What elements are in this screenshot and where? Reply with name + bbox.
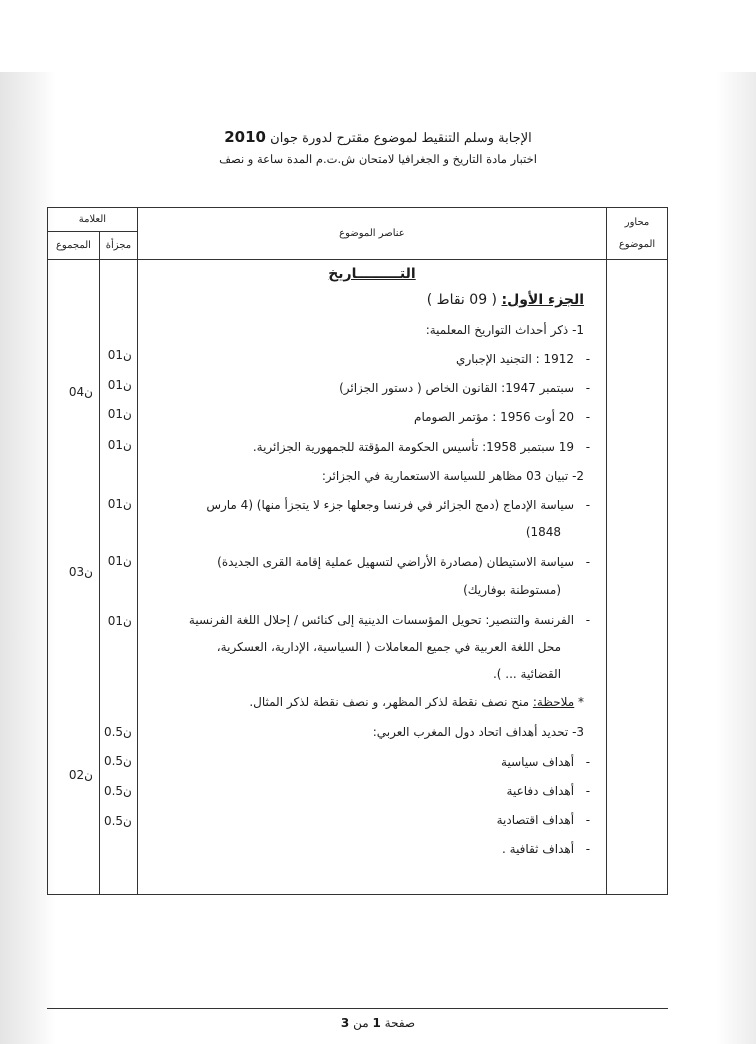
header-axes-text: محاور الموضوع [618,216,656,250]
list-item-text: أهداف دفاعية [506,784,575,798]
list-item-text: 19 سبتمبر 1958: تأسيس الحكومة المؤقتة للجمهورية الجزائرية. [252,440,575,454]
title-text: الإجابة وسلم التنقيط لموضوع مقترح لدورة جوان [270,131,532,146]
page-footer [0,1016,756,1030]
total-marks-column [48,260,100,895]
list-item: - أهداف سياسية [501,755,591,769]
total-mark: 04ن [68,385,93,399]
section-title: التـــــــــاريخ [328,266,416,282]
list-item-text: سياسة الإدماج (دمج الجزائر في فرنسا وجعلها جزء لا يتجزأ منها) (4 مارس [206,498,575,512]
note-text: منح نصف نقطة لذكر المظهر، و نصف نقطة لذكر المثال. [249,695,530,709]
header-grade: العلامة [48,208,138,232]
list-item-text: أهداف اقتصادية [496,813,575,827]
list-item: - أهداف دفاعية [506,784,591,798]
header-total: المجموع [48,232,100,260]
axes-column [607,260,668,895]
part-points: ( 09 نقاط ) [426,292,498,308]
list-item-continuation: 1848) [525,525,562,539]
footer-of: من [353,1016,369,1030]
list-item: - سياسة الاستيطان (مصادرة الأراضي لتسهيل عملية إقامة القرى الجديدة) [217,555,591,569]
note: * ملاحظة: منح نصف نقطة لذكر المظهر، و نصف نقطة لذكر المثال. [249,695,585,709]
question-1: 1- ذكر أحداث التواريخ المعلمية: [425,323,585,337]
part-mark: 0.5ن [103,784,132,798]
part-mark: 01ن [107,497,132,511]
part-mark: 01ن [107,554,132,568]
header-part: مجزأة [99,232,137,260]
title-year: 2010 [224,128,266,146]
note-label: ملاحظة: [532,695,575,709]
document-title [0,128,756,146]
footer-page-total: 3 [340,1016,350,1030]
list-item: - سبتمبر 1947: القانون الخاص ( دستور الجزائر) [339,381,591,395]
part-mark: 01ن [107,438,132,452]
list-item-text: 1912 : التجنيد الإجباري [456,352,575,366]
part-marks-column [99,260,137,895]
part-mark: 0.5ن [103,814,132,828]
subject-elements [137,260,606,895]
part-label: الجزء الأول: [501,292,585,308]
list-item-text: أهداف سياسية [501,755,575,769]
part-mark: 0.5ن [103,754,132,768]
list-item: - أهداف ثقافية . [502,842,591,856]
scan-shadow-right [716,72,756,1044]
footer-page-number: 1 [372,1016,381,1030]
list-item: - 1912 : التجنيد الإجباري [456,352,591,366]
list-item: - الفرنسة والتنصير: تحويل المؤسسات الدينية إلى كنائس / إحلال اللغة الفرنسية [188,613,591,627]
list-item-text: أهداف ثقافية . [502,842,575,856]
list-item-continuation: (مستوطنة بوفاريك) [463,583,562,597]
list-item-continuation: محل اللغة العربية في جميع المعاملات ( السياسية، الإدارية، العسكرية، [216,640,562,654]
header-axes [607,208,668,260]
grading-table [47,207,668,895]
list-item-text: سياسة الاستيطان (مصادرة الأراضي لتسهيل عملية إقامة القرى الجديدة) [217,555,575,569]
part-mark: 01ن [107,407,132,421]
header-elements: عناصر الموضوع [137,208,606,260]
part-heading [427,292,584,308]
list-item-continuation: القضائية ... ). [492,667,562,681]
list-item-text: سبتمبر 1947: القانون الخاص ( دستور الجزائر) [339,381,575,395]
part-mark: 0.5ن [103,725,132,739]
total-mark: 02ن [68,768,93,782]
footer-divider [47,1008,668,1009]
list-item: - 20 أوت 1956 : مؤتمر الصومام [414,410,591,424]
document-subtitle: اختبار مادة التاريخ و الجغرافيا لامتحان ش.ت.م المدة ساعة و نصف [219,152,537,166]
list-item-text: 20 أوت 1956 : مؤتمر الصومام [414,410,575,424]
list-item-text: الفرنسة والتنصير: تحويل المؤسسات الدينية إلى كنائس / إحلال اللغة الفرنسية [188,613,575,627]
list-item: - أهداف اقتصادية [496,813,591,827]
part-mark: 01ن [107,614,132,628]
part-mark: 01ن [107,378,132,392]
question-2: 2- تبيان 03 مظاهر للسياسة الاستعمارية في الجزائر: [321,469,585,483]
total-mark: 03ن [68,565,93,579]
question-3: 3- تحديد أهداف اتحاد دول المغرب العربي: [372,725,585,739]
list-item: - سياسة الإدماج (دمج الجزائر في فرنسا وجعلها جزء لا يتجزأ منها) (4 مارس [206,498,591,512]
list-item: - 19 سبتمبر 1958: تأسيس الحكومة المؤقتة للجمهورية الجزائرية. [252,440,591,454]
part-mark: 01ن [107,348,132,362]
footer-page-label: صفحة [384,1016,416,1030]
